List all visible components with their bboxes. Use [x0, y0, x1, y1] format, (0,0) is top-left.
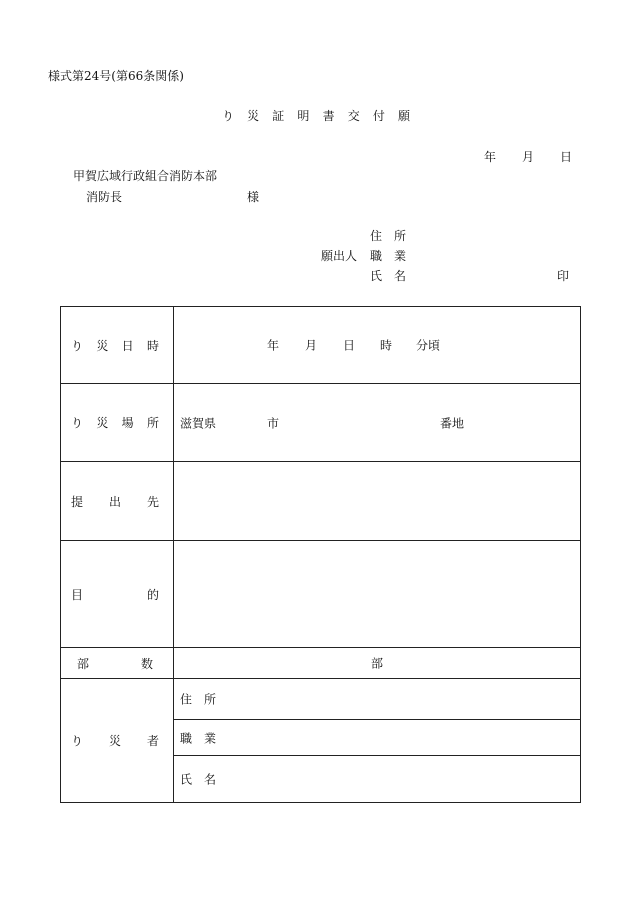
applicant-occupation-label: 職 業	[370, 249, 407, 263]
copies-label: 部 数	[77, 656, 153, 671]
dt-month: 月	[305, 338, 318, 353]
dt-year: 年	[267, 338, 280, 353]
addressee-title: 消防長	[86, 190, 123, 204]
applicant-label: 願出人	[321, 249, 358, 263]
document-title	[222, 109, 410, 123]
row-victim-address	[61, 679, 581, 720]
row-disaster-datetime	[61, 307, 581, 384]
victim-address-field[interactable]	[174, 679, 581, 720]
disaster-datetime-label-cell	[61, 307, 174, 384]
victim-address-label: 住 所	[180, 692, 216, 707]
submit-to-label: 提 出 先	[71, 494, 159, 509]
victim-occupation-field[interactable]	[174, 720, 581, 756]
row-disaster-location	[61, 384, 581, 462]
submit-to-field[interactable]	[174, 462, 581, 541]
copies-label-cell	[61, 648, 174, 679]
seal-mark: 印	[557, 269, 570, 283]
document-title-text: り 災 証 明 書 交 付 願	[222, 109, 410, 123]
disaster-location-label: り 災 場 所	[71, 416, 159, 430]
form-number: 様式第24号(第66条関係)	[48, 69, 184, 83]
applicant-name-label: 氏 名	[370, 269, 407, 283]
victim-name-label: 氏 名	[180, 772, 216, 787]
copies-unit: 部	[371, 656, 384, 671]
location-prefecture: 滋賀県	[180, 416, 217, 430]
addressee-honorific: 様	[247, 190, 260, 204]
victim-label: り 災 者	[71, 734, 159, 748]
row-purpose	[61, 541, 581, 648]
date-year-label: 年	[484, 150, 497, 164]
victim-label-cell	[61, 679, 174, 803]
dt-day: 日	[343, 338, 356, 353]
victim-occupation-label: 職 業	[180, 731, 216, 745]
location-city: 市	[267, 416, 280, 430]
disaster-datetime-field[interactable]	[174, 307, 581, 384]
disaster-datetime-label: り 災 日 時	[71, 338, 159, 353]
purpose-label-cell	[61, 541, 174, 648]
certificate-form-table	[60, 306, 581, 803]
disaster-location-field[interactable]	[174, 384, 581, 462]
location-lot: 番地	[440, 416, 465, 430]
dt-minute: 分頃	[416, 338, 441, 353]
purpose-field[interactable]	[174, 541, 581, 648]
dt-hour: 時	[380, 338, 393, 353]
row-submit-to	[61, 462, 581, 541]
submit-to-label-cell	[61, 462, 174, 541]
disaster-location-label-cell	[61, 384, 174, 462]
copies-field[interactable]	[174, 648, 581, 679]
row-copies	[61, 648, 581, 679]
purpose-label: 目 的	[71, 587, 159, 602]
addressee-organization: 甲賀広域行政組合消防本部	[73, 169, 218, 183]
date-day-label: 日	[560, 150, 573, 164]
applicant-address-label: 住 所	[370, 229, 407, 243]
victim-name-field[interactable]	[174, 756, 581, 803]
date-month-label: 月	[522, 150, 535, 164]
